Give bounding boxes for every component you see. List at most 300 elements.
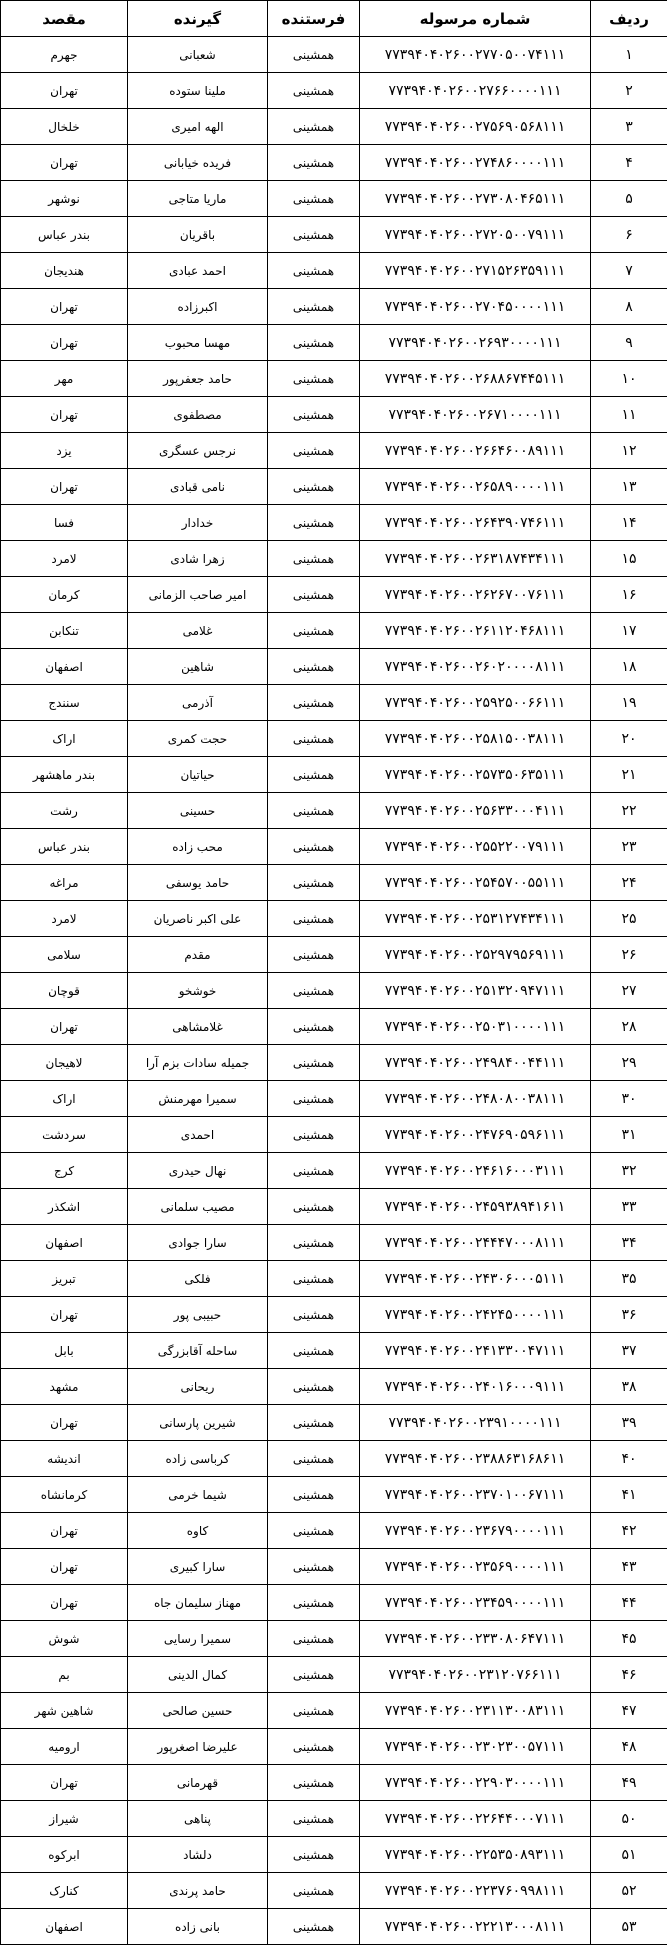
tracking-number-cell: ۷۷۳۹۴۰۴۰۲۶۰۰۲۵۹۲۵۰۰۶۶۱۱۱ — [360, 685, 591, 721]
destination-cell: مشهد — [1, 1369, 128, 1405]
table-row — [1, 217, 667, 253]
row-number-cell: ۴۶ — [591, 1657, 667, 1693]
destination-cell: تهران — [1, 289, 128, 325]
tracking-number-cell: ۷۷۳۹۴۰۴۰۲۶۰۰۲۳۴۵۹۰۰۰۰۱۱۱ — [360, 1585, 591, 1621]
receiver-cell: حامد پرندی — [128, 1873, 268, 1909]
sender-cell: همشینی — [268, 1045, 360, 1081]
tracking-number-cell: ۷۷۳۹۴۰۴۰۲۶۰۰۲۷۱۵۲۶۳۵۹۱۱۱ — [360, 253, 591, 289]
tracking-number-cell: ۷۷۳۹۴۰۴۰۲۶۰۰۲۴۶۱۶۰۰۰۳۱۱۱ — [360, 1153, 591, 1189]
row-number-cell: ۵ — [591, 181, 667, 217]
destination-cell: مهر — [1, 361, 128, 397]
destination-cell: تهران — [1, 325, 128, 361]
sender-cell: همشینی — [268, 181, 360, 217]
tracking-number-cell: ۷۷۳۹۴۰۴۰۲۶۰۰۲۵۲۹۷۹۵۶۹۱۱۱ — [360, 937, 591, 973]
row-number-cell: ۲۲ — [591, 793, 667, 829]
destination-cell: لاهیجان — [1, 1045, 128, 1081]
table-row — [1, 1153, 667, 1189]
table-row — [1, 37, 667, 73]
row-number-cell: ۴۰ — [591, 1441, 667, 1477]
receiver-cell: سمیرا رسایی — [128, 1621, 268, 1657]
row-number-cell: ۲۹ — [591, 1045, 667, 1081]
receiver-cell: سارا کبیری — [128, 1549, 268, 1585]
table-row — [1, 793, 667, 829]
receiver-cell: حسینی — [128, 793, 268, 829]
table-row — [1, 1513, 667, 1549]
tracking-number-cell: ۷۷۳۹۴۰۴۰۲۶۰۰۲۳۳۰۸۰۶۴۷۱۱۱ — [360, 1621, 591, 1657]
row-number-cell: ۶ — [591, 217, 667, 253]
receiver-cell: غلامی — [128, 613, 268, 649]
table-row — [1, 1621, 667, 1657]
receiver-cell: علی اکبر ناصریان — [128, 901, 268, 937]
tracking-number-cell: ۷۷۳۹۴۰۴۰۲۶۰۰۲۶۱۱۲۰۴۶۸۱۱۱ — [360, 613, 591, 649]
destination-cell: شیراز — [1, 1801, 128, 1837]
table-row — [1, 937, 667, 973]
table-row — [1, 1369, 667, 1405]
sender-cell: همشینی — [268, 793, 360, 829]
destination-cell: تهران — [1, 1009, 128, 1045]
table-row — [1, 433, 667, 469]
row-number-cell: ۱۳ — [591, 469, 667, 505]
receiver-cell: حیاتیان — [128, 757, 268, 793]
destination-cell: اراک — [1, 1081, 128, 1117]
tracking-number-cell: ۷۷۳۹۴۰۴۰۲۶۰۰۲۴۰۱۶۰۰۰۹۱۱۱ — [360, 1369, 591, 1405]
receiver-cell: الهه امیری — [128, 109, 268, 145]
row-number-cell: ۴۹ — [591, 1765, 667, 1801]
destination-cell: تهران — [1, 73, 128, 109]
destination-cell: ارومیه — [1, 1729, 128, 1765]
table-row — [1, 721, 667, 757]
table-row — [1, 145, 667, 181]
table-row — [1, 397, 667, 433]
row-number-cell: ۴۷ — [591, 1693, 667, 1729]
row-number-cell: ۴۳ — [591, 1549, 667, 1585]
table-row — [1, 1765, 667, 1801]
sender-cell: همشینی — [268, 1585, 360, 1621]
row-number-cell: ۳ — [591, 109, 667, 145]
row-number-cell: ۵۲ — [591, 1873, 667, 1909]
row-number-cell: ۴۸ — [591, 1729, 667, 1765]
sender-cell: همشینی — [268, 505, 360, 541]
row-number-cell: ۷ — [591, 253, 667, 289]
sender-cell: همشینی — [268, 865, 360, 901]
sender-cell: همشینی — [268, 1009, 360, 1045]
header-receiver: گیرنده — [128, 1, 268, 37]
tracking-number-cell: ۷۷۳۹۴۰۴۰۲۶۰۰۲۵۱۳۲۰۹۴۷۱۱۱ — [360, 973, 591, 1009]
tracking-number-cell: ۷۷۳۹۴۰۴۰۲۶۰۰۲۳۷۰۱۰۰۶۷۱۱۱ — [360, 1477, 591, 1513]
row-number-cell: ۳۹ — [591, 1405, 667, 1441]
sender-cell: همشینی — [268, 1873, 360, 1909]
sender-cell: همشینی — [268, 1657, 360, 1693]
sender-cell: همشینی — [268, 973, 360, 1009]
sender-cell: همشینی — [268, 1441, 360, 1477]
destination-cell: تهران — [1, 1297, 128, 1333]
table-row — [1, 1405, 667, 1441]
table-row — [1, 469, 667, 505]
tracking-number-cell: ۷۷۳۹۴۰۴۰۲۶۰۰۲۷۳۰۸۰۴۶۵۱۱۱ — [360, 181, 591, 217]
receiver-cell: حسین صالحی — [128, 1693, 268, 1729]
tracking-number-cell: ۷۷۳۹۴۰۴۰۲۶۰۰۲۵۵۲۲۰۰۷۹۱۱۱ — [360, 829, 591, 865]
receiver-cell: کاوه — [128, 1513, 268, 1549]
sender-cell: همشینی — [268, 757, 360, 793]
tracking-number-cell: ۷۷۳۹۴۰۴۰۲۶۰۰۲۴۹۸۴۰۰۴۴۱۱۱ — [360, 1045, 591, 1081]
sender-cell: همشینی — [268, 217, 360, 253]
sender-cell: همشینی — [268, 469, 360, 505]
table-row — [1, 1873, 667, 1909]
header-destination: مقصد — [1, 1, 128, 37]
receiver-cell: محب زاده — [128, 829, 268, 865]
row-number-cell: ۵۱ — [591, 1837, 667, 1873]
row-number-cell: ۴۲ — [591, 1513, 667, 1549]
tracking-number-cell: ۷۷۳۹۴۰۴۰۲۶۰۰۲۷۵۶۹۰۵۶۸۱۱۱ — [360, 109, 591, 145]
sender-cell: همشینی — [268, 1261, 360, 1297]
destination-cell: اصفهان — [1, 1225, 128, 1261]
receiver-cell: مهسا محبوب — [128, 325, 268, 361]
sender-cell: همشینی — [268, 1765, 360, 1801]
table-row — [1, 973, 667, 1009]
tracking-number-cell: ۷۷۳۹۴۰۴۰۲۶۰۰۲۷۷۰۵۰۰۷۴۱۱۱ — [360, 37, 591, 73]
destination-cell: قوچان — [1, 973, 128, 1009]
receiver-cell: مقدم — [128, 937, 268, 973]
receiver-cell: شاهین — [128, 649, 268, 685]
sender-cell: همشینی — [268, 685, 360, 721]
table-row — [1, 649, 667, 685]
row-number-cell: ۱ — [591, 37, 667, 73]
table-row — [1, 1081, 667, 1117]
sender-cell: همشینی — [268, 1369, 360, 1405]
destination-cell: شاهین شهر — [1, 1693, 128, 1729]
sender-cell: همشینی — [268, 433, 360, 469]
sender-cell: همشینی — [268, 1297, 360, 1333]
tracking-number-cell: ۷۷۳۹۴۰۴۰۲۶۰۰۲۵۰۳۱۰۰۰۰۱۱۱ — [360, 1009, 591, 1045]
destination-cell: تهران — [1, 1549, 128, 1585]
row-number-cell: ۵۳ — [591, 1909, 667, 1945]
destination-cell: ابرکوه — [1, 1837, 128, 1873]
tracking-number-cell: ۷۷۳۹۴۰۴۰۲۶۰۰۲۳۹۱۰۰۰۰۱۱۱ — [360, 1405, 591, 1441]
tracking-number-cell: ۷۷۳۹۴۰۴۰۲۶۰۰۲۴۵۹۳۸۹۴۱۶۱۱ — [360, 1189, 591, 1225]
destination-cell: تبریز — [1, 1261, 128, 1297]
tracking-number-cell: ۷۷۳۹۴۰۴۰۲۶۰۰۲۲۶۴۴۰۰۰۷۱۱۱ — [360, 1801, 591, 1837]
destination-cell: اصفهان — [1, 649, 128, 685]
table-row — [1, 1261, 667, 1297]
tracking-number-cell: ۷۷۳۹۴۰۴۰۲۶۰۰۲۴۸۰۸۰۰۳۸۱۱۱ — [360, 1081, 591, 1117]
receiver-cell: سمیرا مهرمنش — [128, 1081, 268, 1117]
tracking-number-cell: ۷۷۳۹۴۰۴۰۲۶۰۰۲۶۵۸۹۰۰۰۰۱۱۱ — [360, 469, 591, 505]
sender-cell: همشینی — [268, 577, 360, 613]
receiver-cell: نامی قبادی — [128, 469, 268, 505]
table-row — [1, 1585, 667, 1621]
tracking-number-cell: ۷۷۳۹۴۰۴۰۲۶۰۰۲۶۰۲۰۰۰۰۸۱۱۱ — [360, 649, 591, 685]
sender-cell: همشینی — [268, 937, 360, 973]
receiver-cell: شیما خرمی — [128, 1477, 268, 1513]
destination-cell: تهران — [1, 397, 128, 433]
table-row — [1, 577, 667, 613]
row-number-cell: ۱۴ — [591, 505, 667, 541]
tracking-number-cell: ۷۷۳۹۴۰۴۰۲۶۰۰۲۳۰۲۳۰۰۵۷۱۱۱ — [360, 1729, 591, 1765]
sender-cell: همشینی — [268, 649, 360, 685]
sender-cell: همشینی — [268, 1477, 360, 1513]
tracking-number-cell: ۷۷۳۹۴۰۴۰۲۶۰۰۲۳۱۲۰۷۶۶۱۱۱ — [360, 1657, 591, 1693]
tracking-number-cell: ۷۷۳۹۴۰۴۰۲۶۰۰۲۶۷۱۰۰۰۰۱۱۱ — [360, 397, 591, 433]
destination-cell: اشکذر — [1, 1189, 128, 1225]
row-number-cell: ۱۶ — [591, 577, 667, 613]
receiver-cell: امیر صاحب الزمانی — [128, 577, 268, 613]
row-number-cell: ۲۳ — [591, 829, 667, 865]
sender-cell: همشینی — [268, 721, 360, 757]
row-number-cell: ۲۸ — [591, 1009, 667, 1045]
header-row-number: ردیف — [591, 1, 667, 37]
receiver-cell: خدادار — [128, 505, 268, 541]
destination-cell: بم — [1, 1657, 128, 1693]
tracking-number-cell: ۷۷۳۹۴۰۴۰۲۶۰۰۲۶۶۴۶۰۰۸۹۱۱۱ — [360, 433, 591, 469]
row-number-cell: ۳۷ — [591, 1333, 667, 1369]
table-row — [1, 541, 667, 577]
receiver-cell: ماریا متاجی — [128, 181, 268, 217]
table-row — [1, 325, 667, 361]
table-row — [1, 865, 667, 901]
receiver-cell: احمدی — [128, 1117, 268, 1153]
tracking-number-cell: ۷۷۳۹۴۰۴۰۲۶۰۰۲۵۴۵۷۰۰۵۵۱۱۱ — [360, 865, 591, 901]
row-number-cell: ۲۴ — [591, 865, 667, 901]
sender-cell: همشینی — [268, 1837, 360, 1873]
receiver-cell: غلامشاهی — [128, 1009, 268, 1045]
table-row — [1, 505, 667, 541]
tracking-number-cell: ۷۷۳۹۴۰۴۰۲۶۰۰۲۳۸۸۶۳۱۶۸۶۱۱ — [360, 1441, 591, 1477]
receiver-cell: بانی زاده — [128, 1909, 268, 1945]
receiver-cell: حامد یوسفی — [128, 865, 268, 901]
table-row — [1, 289, 667, 325]
tracking-number-cell: ۷۷۳۹۴۰۴۰۲۶۰۰۲۷۰۴۵۰۰۰۰۱۱۱ — [360, 289, 591, 325]
sender-cell: همشینی — [268, 1693, 360, 1729]
receiver-cell: اکبرزاده — [128, 289, 268, 325]
row-number-cell: ۹ — [591, 325, 667, 361]
row-number-cell: ۱۸ — [591, 649, 667, 685]
table-row — [1, 181, 667, 217]
tracking-number-cell: ۷۷۳۹۴۰۴۰۲۶۰۰۲۴۴۴۷۰۰۰۸۱۱۱ — [360, 1225, 591, 1261]
receiver-cell: ریحانی — [128, 1369, 268, 1405]
sender-cell: همشینی — [268, 1801, 360, 1837]
receiver-cell: قهرمانی — [128, 1765, 268, 1801]
receiver-cell: حجت کمری — [128, 721, 268, 757]
sender-cell: همشینی — [268, 1117, 360, 1153]
sender-cell: همشینی — [268, 613, 360, 649]
sender-cell: همشینی — [268, 901, 360, 937]
sender-cell: همشینی — [268, 541, 360, 577]
receiver-cell: شیرین پارسانی — [128, 1405, 268, 1441]
receiver-cell: احمد عبادی — [128, 253, 268, 289]
row-number-cell: ۳۳ — [591, 1189, 667, 1225]
destination-cell: نوشهر — [1, 181, 128, 217]
destination-cell: بندر عباس — [1, 829, 128, 865]
receiver-cell: نهال حیدری — [128, 1153, 268, 1189]
row-number-cell: ۵۰ — [591, 1801, 667, 1837]
table-row — [1, 829, 667, 865]
row-number-cell: ۲۵ — [591, 901, 667, 937]
row-number-cell: ۸ — [591, 289, 667, 325]
sender-cell: همشینی — [268, 37, 360, 73]
receiver-cell: مصطفوی — [128, 397, 268, 433]
table-row — [1, 1009, 667, 1045]
receiver-cell: علیرضا اصغرپور — [128, 1729, 268, 1765]
row-number-cell: ۲۶ — [591, 937, 667, 973]
destination-cell: لامرد — [1, 541, 128, 577]
destination-cell: اصفهان — [1, 1909, 128, 1945]
table-row — [1, 1693, 667, 1729]
destination-cell: بندر ماهشهر — [1, 757, 128, 793]
row-number-cell: ۱۲ — [591, 433, 667, 469]
table-row — [1, 1657, 667, 1693]
destination-cell: کرمانشاه — [1, 1477, 128, 1513]
destination-cell: کرمان — [1, 577, 128, 613]
table-row — [1, 1297, 667, 1333]
receiver-cell: دلشاد — [128, 1837, 268, 1873]
sender-cell: همشینی — [268, 109, 360, 145]
tracking-number-cell: ۷۷۳۹۴۰۴۰۲۶۰۰۲۴۷۶۹۰۵۹۶۱۱۱ — [360, 1117, 591, 1153]
table-row — [1, 1477, 667, 1513]
destination-cell: اندیشه — [1, 1441, 128, 1477]
receiver-cell: ملینا ستوده — [128, 73, 268, 109]
tracking-number-cell: ۷۷۳۹۴۰۴۰۲۶۰۰۲۷۲۰۵۰۰۷۹۱۱۱ — [360, 217, 591, 253]
sender-cell: همشینی — [268, 253, 360, 289]
tracking-number-cell: ۷۷۳۹۴۰۴۰۲۶۰۰۲۶۴۳۹۰۷۴۶۱۱۱ — [360, 505, 591, 541]
tracking-number-cell: ۷۷۳۹۴۰۴۰۲۶۰۰۲۶۳۱۸۷۴۳۴۱۱۱ — [360, 541, 591, 577]
row-number-cell: ۳۶ — [591, 1297, 667, 1333]
tracking-number-cell: ۷۷۳۹۴۰۴۰۲۶۰۰۲۳۵۶۹۰۰۰۰۱۱۱ — [360, 1549, 591, 1585]
sender-cell: همشینی — [268, 1513, 360, 1549]
destination-cell: تهران — [1, 1765, 128, 1801]
receiver-cell: پناهی — [128, 1801, 268, 1837]
table-row — [1, 1045, 667, 1081]
table-row — [1, 1117, 667, 1153]
row-number-cell: ۱۷ — [591, 613, 667, 649]
sender-cell: همشینی — [268, 1189, 360, 1225]
tracking-number-cell: ۷۷۳۹۴۰۴۰۲۶۰۰۲۵۷۳۵۰۶۳۵۱۱۱ — [360, 757, 591, 793]
table-row — [1, 1729, 667, 1765]
sender-cell: همشینی — [268, 1909, 360, 1945]
destination-cell: یزد — [1, 433, 128, 469]
destination-cell: خلخال — [1, 109, 128, 145]
receiver-cell: حبیبی پور — [128, 1297, 268, 1333]
table-row — [1, 361, 667, 397]
row-number-cell: ۱۱ — [591, 397, 667, 433]
row-number-cell: ۳۵ — [591, 1261, 667, 1297]
receiver-cell: باقریان — [128, 217, 268, 253]
tracking-number-cell: ۷۷۳۹۴۰۴۰۲۶۰۰۲۳۱۱۳۰۰۸۳۱۱۱ — [360, 1693, 591, 1729]
row-number-cell: ۴۱ — [591, 1477, 667, 1513]
table-row — [1, 1837, 667, 1873]
table-header-row — [1, 1, 667, 37]
receiver-cell: مصیب سلمانی — [128, 1189, 268, 1225]
header-sender: فرستنده — [268, 1, 360, 37]
sender-cell: همشینی — [268, 1081, 360, 1117]
destination-cell: سلامی — [1, 937, 128, 973]
tracking-number-cell: ۷۷۳۹۴۰۴۰۲۶۰۰۲۷۴۸۶۰۰۰۰۱۱۱ — [360, 145, 591, 181]
row-number-cell: ۳۸ — [591, 1369, 667, 1405]
tracking-number-cell: ۷۷۳۹۴۰۴۰۲۶۰۰۲۲۳۷۶۰۹۹۸۱۱۱ — [360, 1873, 591, 1909]
destination-cell: تهران — [1, 1405, 128, 1441]
sender-cell: همشینی — [268, 397, 360, 433]
table-row — [1, 109, 667, 145]
row-number-cell: ۳۴ — [591, 1225, 667, 1261]
receiver-cell: نرجس عسگری — [128, 433, 268, 469]
header-tracking-number: شماره مرسوله — [360, 1, 591, 37]
row-number-cell: ۲۷ — [591, 973, 667, 1009]
sender-cell: همشینی — [268, 1621, 360, 1657]
destination-cell: تهران — [1, 145, 128, 181]
destination-cell: کرج — [1, 1153, 128, 1189]
destination-cell: لامرد — [1, 901, 128, 937]
sender-cell: همشینی — [268, 1729, 360, 1765]
sender-cell: همشینی — [268, 1549, 360, 1585]
sender-cell: همشینی — [268, 1153, 360, 1189]
row-number-cell: ۳۰ — [591, 1081, 667, 1117]
table-row — [1, 1549, 667, 1585]
table-row — [1, 1909, 667, 1945]
receiver-cell: مهناز سلیمان جاه — [128, 1585, 268, 1621]
row-number-cell: ۴۵ — [591, 1621, 667, 1657]
tracking-number-cell: ۷۷۳۹۴۰۴۰۲۶۰۰۲۴۱۳۳۰۰۴۷۱۱۱ — [360, 1333, 591, 1369]
receiver-cell: فلکی — [128, 1261, 268, 1297]
destination-cell: فسا — [1, 505, 128, 541]
tracking-number-cell: ۷۷۳۹۴۰۴۰۲۶۰۰۲۶۹۳۰۰۰۰۱۱۱ — [360, 325, 591, 361]
receiver-cell: خوشخو — [128, 973, 268, 1009]
destination-cell: سردشت — [1, 1117, 128, 1153]
receiver-cell: سارا جوادی — [128, 1225, 268, 1261]
receiver-cell: فریده خیابانی — [128, 145, 268, 181]
table-row — [1, 73, 667, 109]
table-row — [1, 1801, 667, 1837]
sender-cell: همشینی — [268, 325, 360, 361]
table-row — [1, 253, 667, 289]
table-row — [1, 1333, 667, 1369]
destination-cell: کنارک — [1, 1873, 128, 1909]
destination-cell: رشت — [1, 793, 128, 829]
tracking-number-cell: ۷۷۳۹۴۰۴۰۲۶۰۰۲۵۳۱۲۷۴۳۴۱۱۱ — [360, 901, 591, 937]
row-number-cell: ۱۹ — [591, 685, 667, 721]
tracking-number-cell: ۷۷۳۹۴۰۴۰۲۶۰۰۲۵۸۱۵۰۰۳۸۱۱۱ — [360, 721, 591, 757]
row-number-cell: ۱۰ — [591, 361, 667, 397]
table-row — [1, 613, 667, 649]
receiver-cell: حامد جعفرپور — [128, 361, 268, 397]
tracking-number-cell: ۷۷۳۹۴۰۴۰۲۶۰۰۲۶۸۸۶۷۴۴۵۱۱۱ — [360, 361, 591, 397]
sender-cell: همشینی — [268, 145, 360, 181]
tracking-number-cell: ۷۷۳۹۴۰۴۰۲۶۰۰۲۲۹۰۳۰۰۰۰۱۱۱ — [360, 1765, 591, 1801]
tracking-number-cell: ۷۷۳۹۴۰۴۰۲۶۰۰۲۴۳۰۶۰۰۰۵۱۱۱ — [360, 1261, 591, 1297]
sender-cell: همشینی — [268, 1405, 360, 1441]
row-number-cell: ۳۱ — [591, 1117, 667, 1153]
receiver-cell: ساحله آقابزرگی — [128, 1333, 268, 1369]
destination-cell: سنندج — [1, 685, 128, 721]
destination-cell: بندر عباس — [1, 217, 128, 253]
table-row — [1, 1225, 667, 1261]
destination-cell: بابل — [1, 1333, 128, 1369]
sender-cell: همشینی — [268, 361, 360, 397]
table-row — [1, 685, 667, 721]
destination-cell: تهران — [1, 1513, 128, 1549]
row-number-cell: ۲ — [591, 73, 667, 109]
tracking-number-cell: ۷۷۳۹۴۰۴۰۲۶۰۰۲۳۶۷۹۰۰۰۰۱۱۱ — [360, 1513, 591, 1549]
receiver-cell: آذرمی — [128, 685, 268, 721]
destination-cell: تهران — [1, 1585, 128, 1621]
row-number-cell: ۱۵ — [591, 541, 667, 577]
destination-cell: مراغه — [1, 865, 128, 901]
destination-cell: تهران — [1, 469, 128, 505]
destination-cell: هندیجان — [1, 253, 128, 289]
sender-cell: همشینی — [268, 829, 360, 865]
tracking-number-cell: ۷۷۳۹۴۰۴۰۲۶۰۰۲۵۶۳۳۰۰۰۴۱۱۱ — [360, 793, 591, 829]
table-row — [1, 1189, 667, 1225]
sender-cell: همشینی — [268, 73, 360, 109]
tracking-number-cell: ۷۷۳۹۴۰۴۰۲۶۰۰۲۲۵۳۵۰۸۹۳۱۱۱ — [360, 1837, 591, 1873]
